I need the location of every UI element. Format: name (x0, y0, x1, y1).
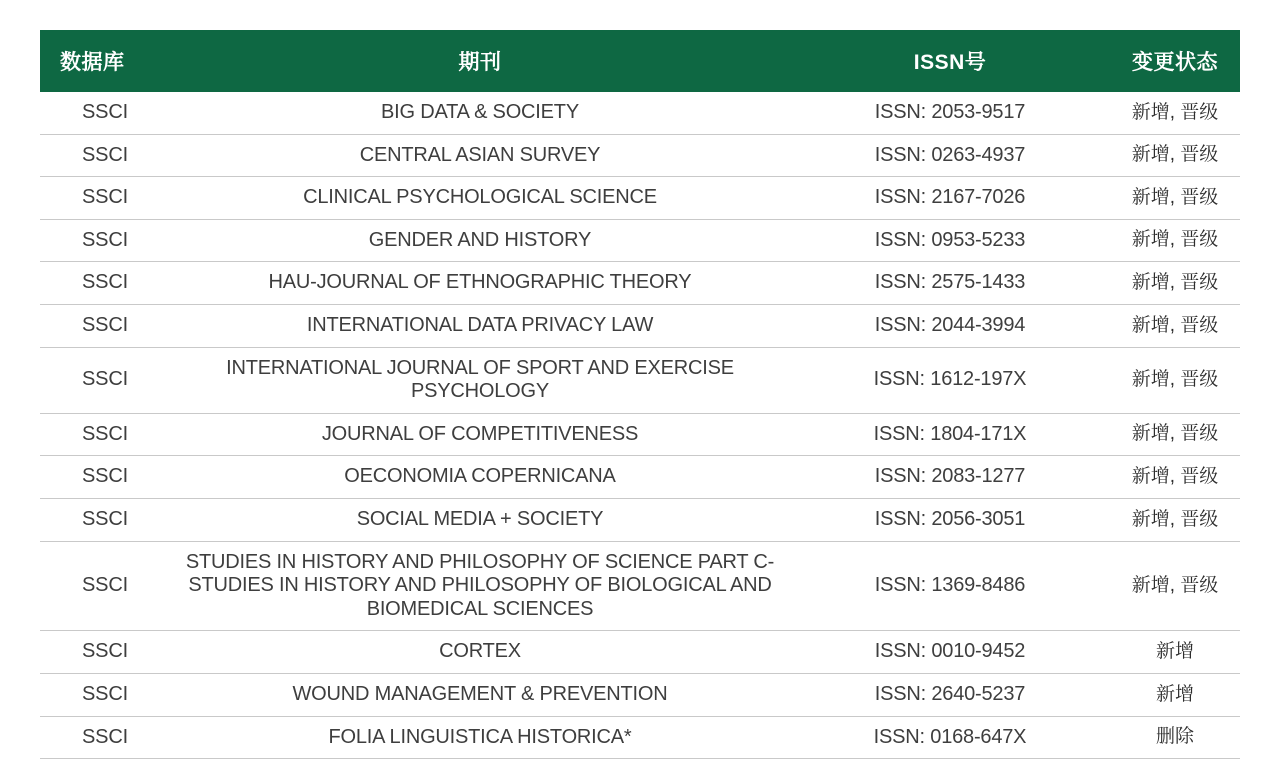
status-cell: 新增, 晋级 (1110, 413, 1240, 456)
column-header-database: 数据库 (40, 30, 170, 92)
header-row (40, 30, 1240, 92)
issn-cell: ISSN: 0263-4937 (790, 134, 1110, 177)
journal-cell (170, 177, 790, 220)
journal-name: GENDER AND HISTORY (368, 228, 592, 251)
column-header-issn: ISSN号 (790, 30, 1110, 92)
issn-cell: ISSN: 1369-8486 (790, 541, 1110, 631)
status-cell: 新增, 晋级 (1110, 92, 1240, 134)
status-cell: 新增, 晋级 (1110, 134, 1240, 177)
database-cell: SSCI (40, 498, 170, 541)
journal-cell (170, 304, 790, 347)
issn-cell: ISSN: 2083-1277 (790, 456, 1110, 499)
issn-cell: ISSN: 2167-7026 (790, 177, 1110, 220)
journal-name: WOUND MANAGEMENT & PREVENTION (292, 682, 668, 705)
issn-cell: ISSN: 1612-197X (790, 347, 1110, 413)
table-row (40, 92, 1240, 134)
journal-cell (170, 456, 790, 499)
database-cell: SSCI (40, 673, 170, 716)
issn-cell: ISSN: 2575-1433 (790, 262, 1110, 305)
table-row (40, 498, 1240, 541)
table-row (40, 631, 1240, 674)
status-cell: 删除 (1110, 716, 1240, 759)
database-cell: SSCI (40, 456, 170, 499)
table-row (40, 347, 1240, 413)
table-row (40, 456, 1240, 499)
journal-cell (170, 631, 790, 674)
issn-cell: ISSN: 0168-647X (790, 716, 1110, 759)
journal-name: SOCIAL MEDIA + SOCIETY (356, 507, 604, 530)
status-cell: 新增, 晋级 (1110, 498, 1240, 541)
journal-name: BIG DATA & SOCIETY (381, 101, 579, 123)
table-header (40, 30, 1240, 92)
table-body (40, 92, 1240, 759)
table-row (40, 673, 1240, 716)
journal-cell (170, 262, 790, 305)
journal-cell (170, 541, 790, 631)
journal-name: CLINICAL PSYCHOLOGICAL SCIENCE (303, 186, 657, 209)
journal-cell (170, 92, 790, 134)
journal-name: OECONOMIA COPERNICANA (344, 465, 616, 488)
database-cell: SSCI (40, 304, 170, 347)
database-cell: SSCI (40, 219, 170, 262)
database-cell: SSCI (40, 631, 170, 674)
issn-cell: ISSN: 2053-9517 (790, 92, 1110, 134)
journal-cell (170, 134, 790, 177)
table-row (40, 541, 1240, 631)
table-row (40, 413, 1240, 456)
issn-cell: ISSN: 0010-9452 (790, 631, 1110, 674)
column-header-change-status: 变更状态 (1110, 30, 1240, 92)
table-row (40, 304, 1240, 347)
database-cell: SSCI (40, 134, 170, 177)
database-cell: SSCI (40, 177, 170, 220)
journal-cell (170, 347, 790, 413)
journal-name: INTERNATIONAL JOURNAL OF SPORT AND EXERCISE PSYCHOLOGY (226, 356, 734, 403)
journal-change-table-container (40, 30, 1240, 759)
status-cell: 新增, 晋级 (1110, 456, 1240, 499)
journal-cell (170, 716, 790, 759)
status-cell: 新增, 晋级 (1110, 177, 1240, 220)
table-row (40, 262, 1240, 305)
status-cell: 新增 (1110, 631, 1240, 674)
journal-cell (170, 673, 790, 716)
database-cell: SSCI (40, 92, 170, 134)
journal-name: CORTEX (439, 640, 521, 663)
database-cell: SSCI (40, 413, 170, 456)
journal-name: INTERNATIONAL DATA PRIVACY LAW (306, 313, 654, 336)
journal-change-table (40, 30, 1240, 759)
journal-name: FOLIA LINGUISTICA HISTORICA* (328, 725, 632, 748)
table-row (40, 219, 1240, 262)
issn-cell: ISSN: 1804-171X (790, 413, 1110, 456)
journal-cell (170, 498, 790, 541)
status-cell: 新增, 晋级 (1110, 219, 1240, 262)
journal-name: JOURNAL OF COMPETITIVENESS (321, 422, 639, 445)
journal-name: STUDIES IN HISTORY AND PHILOSOPHY OF SCIENCE PART C-STUDIES IN HISTORY AND PHILOSOPHY OF BIOLOGICAL AND BIOMEDICAL SCIENCES (185, 550, 775, 620)
journal-name: HAU-JOURNAL OF ETHNOGRAPHIC THEORY (268, 271, 692, 294)
database-cell: SSCI (40, 262, 170, 305)
issn-cell: ISSN: 2044-3994 (790, 304, 1110, 347)
column-header-journal: 期刊 (170, 30, 790, 92)
table-row (40, 716, 1240, 759)
status-cell: 新增, 晋级 (1110, 304, 1240, 347)
database-cell: SSCI (40, 541, 170, 631)
journal-name: CENTRAL ASIAN SURVEY (359, 143, 601, 166)
status-cell: 新增, 晋级 (1110, 347, 1240, 413)
status-cell: 新增, 晋级 (1110, 541, 1240, 631)
journal-cell (170, 219, 790, 262)
table-row (40, 134, 1240, 177)
status-cell: 新增, 晋级 (1110, 262, 1240, 305)
journal-cell (170, 413, 790, 456)
status-cell: 新增 (1110, 673, 1240, 716)
database-cell: SSCI (40, 347, 170, 413)
database-cell: SSCI (40, 716, 170, 759)
table-row (40, 177, 1240, 220)
issn-cell: ISSN: 0953-5233 (790, 219, 1110, 262)
issn-cell: ISSN: 2056-3051 (790, 498, 1110, 541)
issn-cell: ISSN: 2640-5237 (790, 673, 1110, 716)
